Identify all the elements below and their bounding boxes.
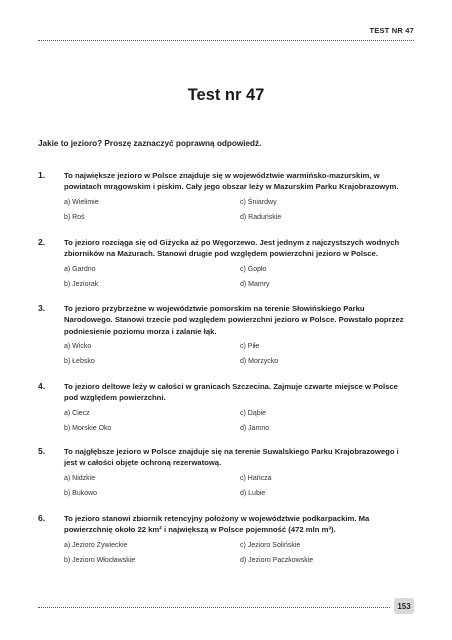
question-body: To jezioro rozciąga się od Giżycka aż po Węgorzewo. Jest jednym z najczystszych wodnych zbiorników na Mazurach. Stanowi drugie pod względem powierzchni jezioro w Polsce. (64, 238, 400, 259)
answer-options (38, 474, 414, 498)
answer-option-c[interactable]: c) Hańcza (240, 474, 272, 482)
question-text (38, 170, 414, 193)
answer-option-c[interactable]: c) Gopło (240, 265, 267, 273)
answer-option-a[interactable]: a) Wielimie (64, 198, 99, 206)
question-number: 5. (38, 446, 46, 456)
question-number: 6. (38, 513, 46, 523)
question-body: To najgłębsze jezioro w Polsce znajduje się na terenie Suwalskiego Parku Krajobrazowego i jest w całości objęte ochroną rezerwatową. (64, 447, 399, 468)
question-text (38, 381, 414, 404)
answer-option-d[interactable]: d) Mamry (240, 280, 270, 288)
answer-option-a[interactable]: a) Nidzkie (64, 474, 96, 482)
page-number: 153 (394, 598, 414, 614)
answer-option-d[interactable]: d) Jamno (240, 424, 270, 432)
answer-option-d[interactable]: d) Jezioro Paczkowskie (240, 556, 314, 564)
question-body: To jezioro stanowi zbiornik retencyjny położony w województwie podkarpackim. Ma powierzchnię około 22 km² i największą w Polsce pojemność (472 mln m³). (64, 514, 370, 535)
answer-option-c[interactable]: c) Jezioro Solińskie (240, 541, 301, 549)
answer-option-a[interactable]: a) Gardno (64, 265, 96, 273)
question-number: 4. (38, 381, 46, 391)
answer-options (38, 409, 414, 433)
answer-option-a[interactable]: a) Wicko (64, 342, 92, 350)
answer-option-a[interactable]: a) Jezioro Żywieckie (64, 541, 128, 549)
question-3 (38, 303, 414, 366)
answer-option-b[interactable]: b) Łebsko (64, 357, 95, 365)
question-number: 2. (38, 237, 46, 247)
answer-options (38, 342, 414, 366)
question-number: 1. (38, 170, 46, 180)
answer-option-b[interactable]: b) Jeziorak (64, 280, 99, 288)
question-body: To jezioro deltowe leży w całości w granicach Szczecina. Zajmuje czwarte miejsce w Polsce pod względem powierzchni. (64, 382, 398, 403)
answer-options (38, 265, 414, 289)
instruction-text: Jakie to jezioro? Proszę zaznaczyć poprawną odpowiedź. (38, 139, 262, 148)
answer-option-c[interactable]: c) Dąbie (240, 409, 267, 417)
question-text (38, 237, 414, 260)
answer-option-a[interactable]: a) Ciecz (64, 409, 90, 417)
question-2 (38, 237, 414, 289)
page-title: Test nr 47 (187, 86, 265, 104)
answer-option-c[interactable]: c) Śniardwy (240, 198, 277, 206)
question-1 (38, 170, 414, 222)
question-text (38, 513, 414, 536)
question-4 (38, 381, 414, 433)
question-body: To jezioro przybrzeżne w województwie pomorskim na terenie Słowińskiego Parku Narodowego. Stanowi trzecie pod względem powierzchni jezioro w Polsce. Powstało poprzez podniesienie poziomu morza i zalanie łąk. (64, 304, 404, 336)
top-dotted-rule (38, 40, 414, 41)
answer-option-d[interactable]: d) Morzycko (240, 357, 279, 365)
answer-option-b[interactable]: b) Jezioro Włocławskie (64, 556, 136, 564)
answer-option-b[interactable]: b) Bukowo (64, 489, 98, 497)
answer-option-b[interactable]: b) Roś (64, 213, 85, 221)
question-text (38, 446, 414, 469)
question-6 (38, 513, 414, 565)
answer-options (38, 198, 414, 222)
answer-option-d[interactable]: d) Raduńskie (240, 213, 282, 221)
question-5 (38, 446, 414, 498)
answer-options (38, 541, 414, 565)
answer-option-b[interactable]: b) Morskie Oko (64, 424, 112, 432)
question-text (38, 303, 414, 337)
running-header: TEST NR 47 (369, 26, 414, 35)
answer-option-d[interactable]: d) Lubie (240, 489, 266, 497)
question-body: To największe jezioro w Polsce znajduje się w województwie warmińsko-mazurskim, w powiatach mrągowskim i piskim. Cały jego obszar leży w Mazurskim Parku Krajobrazowym. (64, 171, 399, 192)
bottom-dotted-rule (38, 607, 390, 608)
question-number: 3. (38, 303, 46, 313)
answer-option-c[interactable]: c) Piłe (240, 342, 260, 350)
